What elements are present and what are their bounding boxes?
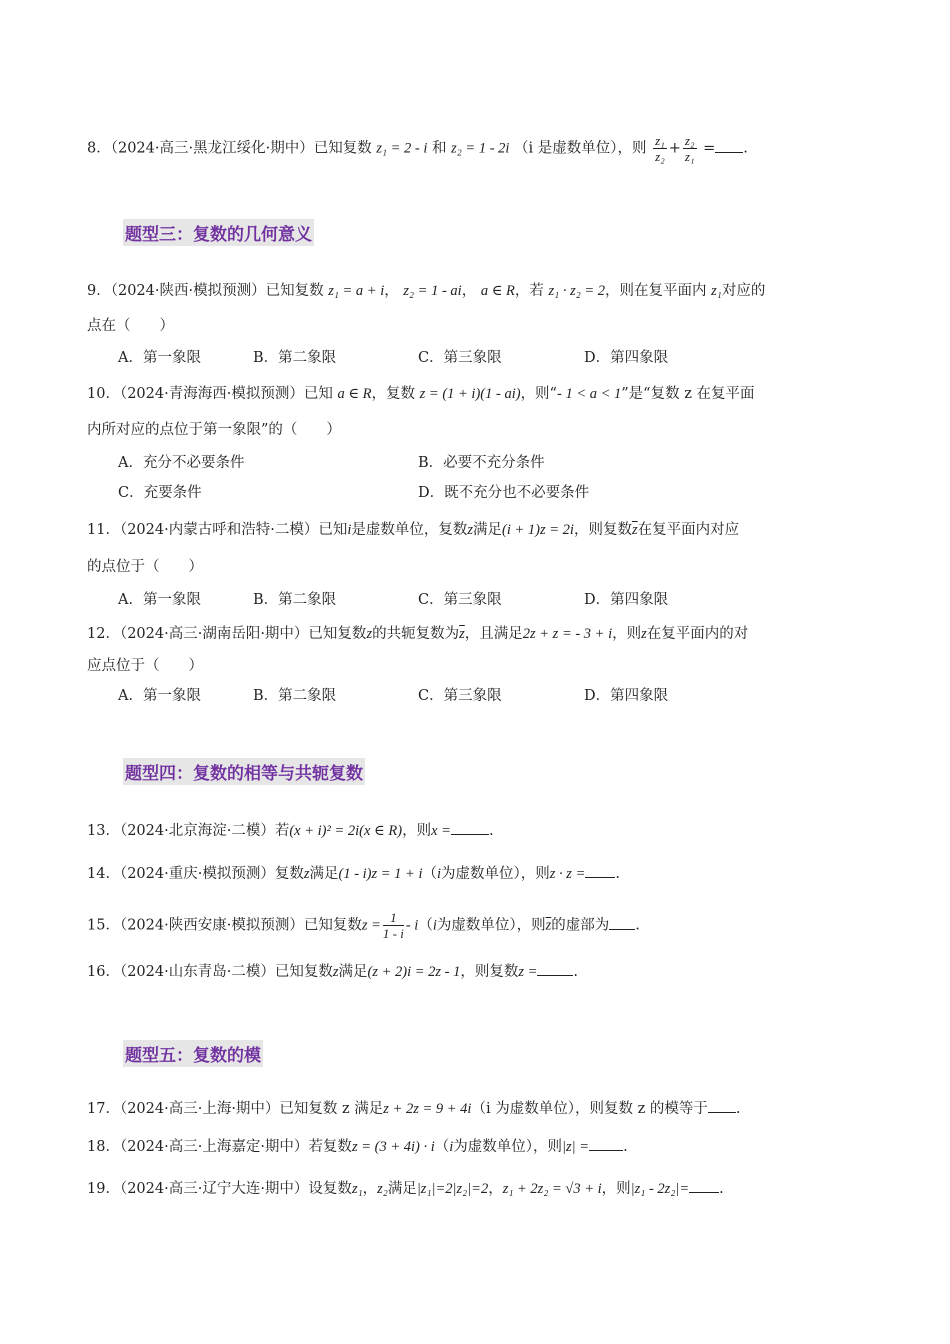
question-10: 10．（2024·青海海西·模拟预测）已知 a ∈ R，复数 z = (1 + i)(1 - ai)，则“- 1 < a < 1”是“复数 z 在复平面 bbox=[87, 386, 755, 402]
fraction-z2-z1: $\frac{\text{z₂}}{\text{z₁}}$ bbox=[684, 133, 695, 164]
option-b[interactable]: B．第二象限 bbox=[253, 350, 337, 366]
question-15: 15．（2024·陕西安康·模拟预测）已知复数z = $\frac{1}{1 - i}$ - i（i为虚数单位），则$\overline{z}$的虚部为 . bbox=[87, 910, 640, 941]
question-13: 13．（2024·北京海淀·二模）若(x + i)² = 2i(x ∈ R)，则x = . bbox=[87, 820, 494, 841]
question-12-line2: 应点位于（ ） bbox=[87, 658, 203, 674]
question-16: 16．（2024·山东青岛·二模）已知复数z满足(z + 2)i = 2z - 1，则复数z = . bbox=[87, 961, 578, 982]
option-a[interactable]: A．第一象限 bbox=[118, 688, 201, 704]
option-a[interactable]: A．第一象限 bbox=[118, 592, 201, 608]
answer-blank bbox=[537, 961, 573, 976]
option-c[interactable]: C．第三象限 bbox=[418, 350, 502, 366]
answer-blank bbox=[585, 863, 615, 878]
option-d[interactable]: D．第四象限 bbox=[584, 688, 669, 704]
answer-blank bbox=[715, 138, 743, 153]
option-d[interactable]: D．既不充分也不必要条件 bbox=[418, 485, 590, 501]
answer-blank bbox=[609, 915, 635, 930]
question-19: 19．（2024·高三·辽宁大连·期中）设复数z₁，z₂满足|z₁|=2|z₂|=2，z₁ + 2z₂ = √3 + i，则|z₁ - 2z₂|= . bbox=[87, 1178, 724, 1199]
question-17: 17．（2024·高三·上海·期中）已知复数 z 满足z + 2z = 9 + 4i（i 为虚数单位），则复数 z 的模等于 . bbox=[87, 1098, 740, 1119]
option-d[interactable]: D．第四象限 bbox=[584, 592, 669, 608]
question-8: 8．（2024·高三·黑龙江绥化·期中）已知复数 z₁ = 2 - i 和 z₂ = 1 - 2i （i 是虚数单位），则 $\frac{\text{z₁}}{\text{z₂}}$ + $\frac{\text{z₂}}{\text{z₁}}$ = . bbox=[87, 133, 748, 164]
option-c[interactable]: C．第三象限 bbox=[418, 592, 502, 608]
question-10-line2: 内所对应的点位于第一象限”的（ ） bbox=[87, 422, 341, 438]
question-14: 14．（2024·重庆·模拟预测）复数z满足(1 - i)z = 1 + i（i为虚数单位），则z · z = . bbox=[87, 863, 620, 884]
option-b[interactable]: B．必要不充分条件 bbox=[418, 455, 545, 471]
option-c[interactable]: C．第三象限 bbox=[418, 688, 502, 704]
question-12: 12．（2024·高三·湖南岳阳·期中）已知复数z的共轭复数为$\overline{z}$，且满足2z + z = - 3 + i，则z在复平面内的对 bbox=[87, 626, 749, 642]
answer-blank bbox=[708, 1098, 736, 1113]
answer-blank bbox=[451, 820, 489, 835]
fraction-z1-z2: $\frac{\text{z₁}}{\text{z₂}}$ bbox=[655, 133, 665, 164]
answer-blank bbox=[589, 1136, 623, 1151]
section-heading-4: 题型四：复数的相等与共轭复数 bbox=[123, 758, 365, 785]
question-11: 11．（2024·内蒙古呼和浩特·二模）已知i是虚数单位，复数z满足(i + 1)z = 2i，则复数$\overline{z}$在复平面内对应 bbox=[87, 522, 740, 538]
option-a[interactable]: A．充分不必要条件 bbox=[118, 455, 245, 471]
question-9: 9．（2024·陕西·模拟预测）已知复数 z₁ = a + i， z₂ = 1 - ai， a ∈ R，若 z₁ · z₂ = 2，则在复平面内 z₁对应的 bbox=[87, 283, 766, 299]
fraction-1-over-1-minus-i: $\frac{1}{1 - i}$ bbox=[382, 910, 404, 941]
option-c[interactable]: C．充要条件 bbox=[118, 485, 202, 501]
option-d[interactable]: D．第四象限 bbox=[584, 350, 669, 366]
option-b[interactable]: B．第二象限 bbox=[253, 688, 337, 704]
section-heading-5: 题型五：复数的模 bbox=[123, 1040, 263, 1067]
option-b[interactable]: B．第二象限 bbox=[253, 592, 337, 608]
answer-blank bbox=[689, 1178, 719, 1193]
section-heading-3: 题型三：复数的几何意义 bbox=[123, 219, 314, 246]
question-9-line2: 点在（ ） bbox=[87, 318, 174, 334]
option-a[interactable]: A．第一象限 bbox=[118, 350, 201, 366]
question-18: 18．（2024·高三·上海嘉定·期中）若复数z = (3 + 4i) · i（i为虚数单位），则|z| = . bbox=[87, 1136, 628, 1157]
question-11-line2: 的点位于（ ） bbox=[87, 559, 203, 575]
